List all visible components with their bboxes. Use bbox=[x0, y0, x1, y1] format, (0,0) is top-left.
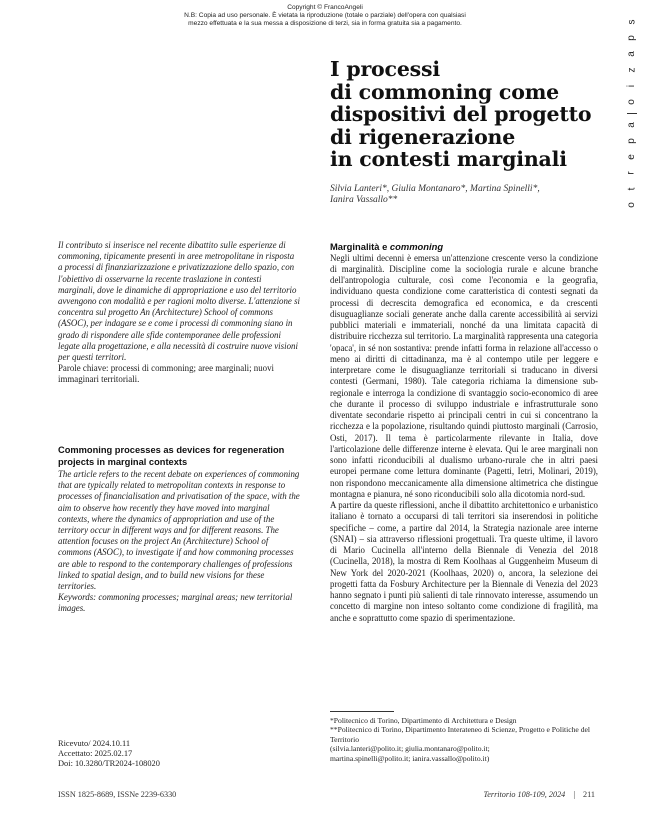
side-label-char: s bbox=[626, 19, 637, 25]
copyright-notice bbox=[0, 4, 650, 28]
title-line: I processi bbox=[330, 57, 440, 81]
side-label-char: a bbox=[626, 122, 637, 128]
article-dates bbox=[58, 739, 160, 769]
abstract-en-heading: Commoning processes as devices for regeneration projects in marginal contexts bbox=[58, 445, 285, 467]
section-heading-italic: commoning bbox=[389, 241, 444, 252]
side-label-char: i bbox=[625, 84, 637, 88]
section-heading bbox=[330, 241, 598, 253]
side-label-char: o bbox=[626, 99, 637, 105]
side-label-char: p bbox=[626, 35, 637, 41]
footnote-affiliation-2: **Politecnico di Torino, Dipartimento Interateneo di Scienze, Progetto e Politiche del Territorio bbox=[330, 725, 590, 744]
notice-line-2: mezzo effettuata e la sua messa a disposizione di terzi, sia in forma gratuita sia a pagamento. bbox=[188, 20, 462, 27]
section-heading-text: Marginalità e bbox=[330, 241, 390, 252]
side-label-char: a bbox=[626, 51, 637, 57]
side-label-char: e bbox=[626, 154, 637, 160]
side-label-char: t bbox=[626, 187, 637, 191]
footnote-emails: (silvia.lanteri@polito.it; giulia.montanaro@polito.it; bbox=[330, 744, 490, 754]
doi: Doi: 10.3280/TR2024-108020 bbox=[58, 759, 160, 768]
footnote-affiliation-1: *Politecnico di Torino, Dipartimento di Architettura e Design bbox=[330, 716, 517, 725]
body-paragraph: A partire da queste riflessioni, anche il dibattito architettonico e urbanistico italiano è tornato a occuparsi di tali territori sia inserendosi in politiche specifiche – come, a partire dal 2014, la Strategia nazionale aree interne (SNAI) – sia attraverso riflessioni progettuali. Tra queste ultime, il lavoro di Mario Cucinella all'interno della Biennale di Venezia del 2018 (Cucinella, 2018), la mostra di Rem Koolhaas al Guggenheim Museum di New York del 2020-2021 (Koolhaas, 2020) o, ancora, la selezione dei progetti fatta da Fosbury Architecture per la Biennale di Venezia del 2023 hanno segnato i punti più salienti di tale rinnovato interesse, assumendo un concetto di margine non inteso soltanto come condizione di fragilità, ma anche e soprattutto come spazio di sperimentazione. bbox=[330, 500, 598, 623]
received-date: Ricevuto/ 2024.10.11 bbox=[58, 739, 131, 748]
abstract-en-text: The article refers to the recent debate on experiences of commoning that are typically related to metropolitan contexts in response to processes of financialisation and privatisation of the space, with the aim to observe how recently they have moved into marginal contexts, where the dynamics of appropriation and use of the territory occur in different ways and for different reasons. The attention focuses on the project An (Architecture) School of commons (ASOC), to investigate if and how commoning processes are able to respond to the contemporary challenges of professions linked to spatial design, and to build new visions for these territories. bbox=[58, 469, 300, 592]
abstract-it-text: Il contributo si inserisce nel recente dibattito sulle esperienze di commoning, tipicamente presenti in aree metropolitane in risposta a processi di finanziarizzazione e privatizzazione dello spazio, con l'obiettivo di osservarne la recente traslazione in contesti marginali, dove le dinamiche di appropriazione e uso del territorio avvengono con modalità e per ragioni molto diverse. L'attenzione si concentra sul progetto An (Architecture) School of commons (ASOC), per indagare se e come i processi di commoning siano in grado di rispondere alle sfide contemporanee delle professioni legate alla progettazione, e alla necessità di costruire nuove visioni per questi territori. bbox=[58, 240, 300, 363]
body-text bbox=[330, 241, 598, 624]
notice-line-1: N.B: Copia ad uso personale. È vietata la riproduzione (totale o parziale) dell'opera con qualsiasi bbox=[184, 12, 466, 19]
side-label-char: r bbox=[626, 171, 637, 175]
footer-issn: ISSN 1825-8689, ISSNe 2239-6330 bbox=[58, 790, 177, 799]
footer-journal-info bbox=[483, 790, 595, 799]
side-label-char: z bbox=[626, 67, 637, 73]
copyright-line: Copyright © FrancoAngeli bbox=[287, 4, 363, 11]
side-label-char: p bbox=[626, 138, 637, 144]
side-label-char: o bbox=[626, 202, 637, 208]
title-line: di commoning come bbox=[330, 79, 560, 104]
authors bbox=[330, 184, 600, 206]
footer-journal: Territorio bbox=[483, 790, 516, 799]
abstract-english bbox=[58, 445, 300, 615]
accepted-date: Accettato: 2025.02.17 bbox=[58, 749, 133, 758]
footer-separator: | bbox=[573, 790, 575, 799]
title-line: di rigenerazione bbox=[330, 124, 516, 149]
abstract-en-keywords: Keywords: commoning processes; marginal areas; new territorial images. bbox=[58, 592, 293, 614]
article-title bbox=[330, 58, 620, 171]
title-line: dispositivi del progetto bbox=[330, 102, 592, 126]
footnote-divider bbox=[330, 711, 394, 712]
body-paragraph: Negli ultimi decenni è emersa un'attenzione crescente verso la condizione di marginalità. Discipline come la sociologia rurale e alcune branche dell'antropologia culturale, così come l'economia e la geografia, individuano questa condizione come caratteristica di contesti segnati da processi di decrescita demografica ed economica, e da crescenti disuguaglianze sociali generate anche dalla carente accessibilità ai servizi pubblici materiali e immateriali, nonché da una limitata capacità di distribuire ricchezza sul territorio. La marginalità rappresenta una categoria 'opaca', in sé non sostantiva: prende infatti forma in relazione all'accesso o meno ai diritti di cittadinanza, ma è al contempo utile per leggere e interpretare come le disuguaglianze territoriali si traducano in diversi contesti (Germani, 1980). Tale categoria richiama la dimensione sub-regionale e interroga la condizione di svantaggio socio-economico di aree che durante il processo di sviluppo industriale e infrastrutturale sono diventate secondarie rispetto ai principali centri in cui si concentrano la ricchezza e la popolazione, risultando quindi piuttosto marginali (Carrosio, Osti, 2017). Il tema è particolarmente rilevante in Italia, dove l'articolazione delle differenze interne è elevata. Qui le aree marginali non sono infatti riconducibili al dualismo urbano-rurale che in altri paesi europei permane come lettura dominante (Pagetti, Ietri, Molinari, 2019), non rispondono meccanicamente alla dimensione altimetrica che distingue montagna e pianura, né sono riconducibili solo alla dicotomia nord-sud. bbox=[330, 252, 598, 499]
footer-issue: 108-109, 2024 bbox=[517, 790, 566, 799]
side-label-divider bbox=[627, 113, 637, 114]
authors-line: Ianira Vassallo** bbox=[330, 195, 398, 205]
footnotes bbox=[330, 716, 598, 763]
page-number: 211 bbox=[583, 790, 595, 799]
title-line: in contesti marginali bbox=[330, 147, 567, 171]
footnote-emails: martina.spinelli@polito.it; ianira.vassallo@polito.it) bbox=[330, 753, 490, 763]
authors-line: Silvia Lanteri*, Giulia Montanaro*, Martina Spinelli*, bbox=[330, 184, 540, 194]
section-side-label bbox=[622, 14, 642, 213]
abstract-it-keywords: Parole chiave: processi di commoning; aree marginali; nuovi immaginari territoriali. bbox=[58, 363, 274, 385]
abstract-italian bbox=[58, 240, 300, 386]
